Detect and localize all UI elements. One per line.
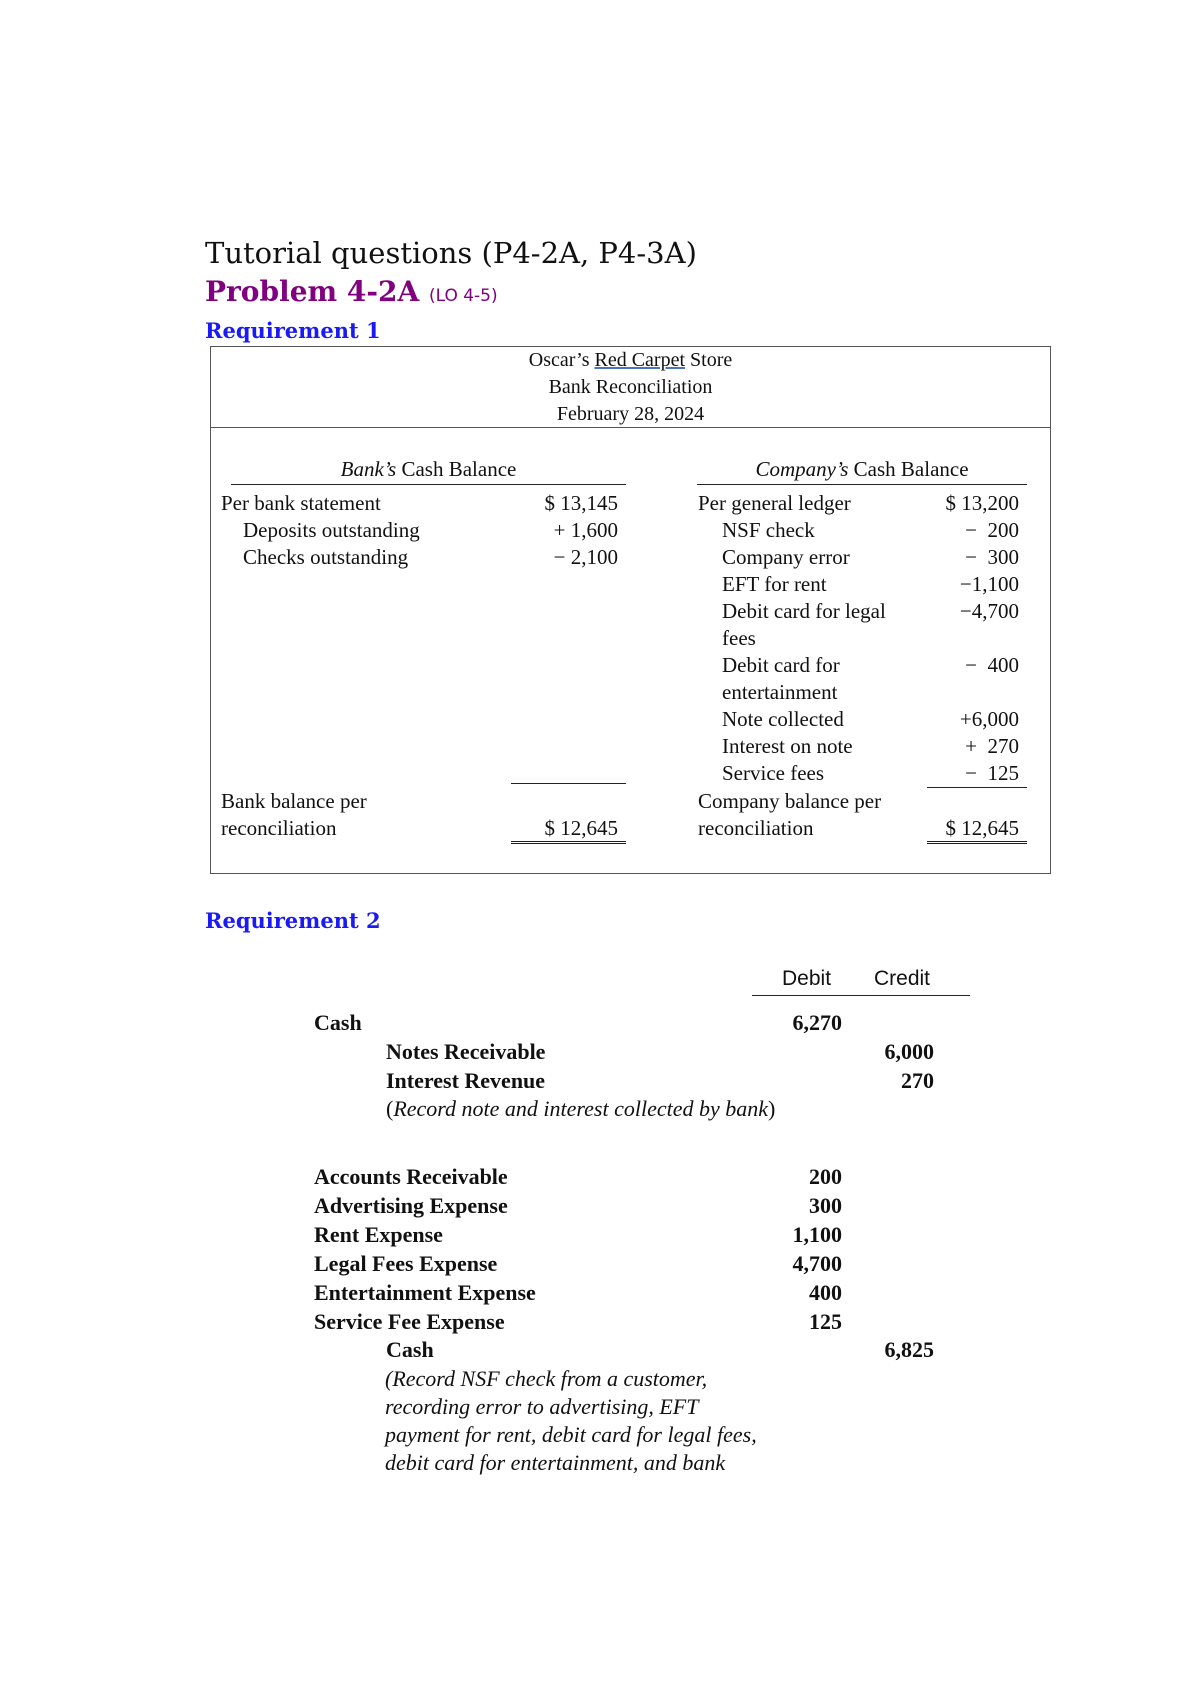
company-row-value: $ 13,200 [945, 491, 1019, 515]
entry2-credit-account-text: Cash [386, 1337, 434, 1362]
entry1-credit1-account-text: Notes Receivable [386, 1039, 546, 1064]
entry2-credit-amount-text: 6,825 [884, 1337, 934, 1362]
requirement-1-heading: Requirement 1 [205, 318, 381, 343]
credit-header: Credit [874, 967, 931, 990]
entry2-memo-line: debit card for entertainment, and bank [385, 1450, 726, 1475]
entry2-credit-amount [850, 1337, 934, 1363]
entry2-memo-line: recording error to advertising, EFT [385, 1394, 699, 1419]
entry2-debit-amount-text: 125 [809, 1309, 842, 1334]
company-row-label: Per general ledger [698, 491, 851, 515]
bank-total-label-2: reconciliation [221, 816, 337, 840]
bank-header-rest: Cash Balance [396, 457, 517, 481]
entry2-memo-line: (Record NSF check from a customer, [385, 1366, 708, 1391]
company-row-label: Service fees [722, 761, 825, 785]
bank-sum-line [511, 783, 626, 784]
company-row-label: Note collected [722, 707, 844, 731]
entry1-credit1-account [386, 1039, 545, 1065]
company-row-value: +6,000 [959, 707, 1019, 731]
entry1-credit2-account [386, 1068, 545, 1094]
company-row-label: fees [722, 626, 756, 650]
entry1-debit-amount-text: 6,270 [792, 1010, 842, 1035]
entry2-debit-amount [750, 1164, 842, 1190]
bank-total-label-1: Bank balance per [221, 789, 367, 813]
entry2-debit-account [314, 1280, 536, 1306]
entry1-memo-text: Record note and interest collected by bank [393, 1096, 769, 1121]
company-name-prefix: Oscar’s [528, 349, 595, 371]
bank-row-value: − 2,100 [553, 545, 618, 569]
entry1-debit-account-text: Cash [314, 1010, 362, 1035]
entry2-debit-amount-text: 300 [809, 1193, 842, 1218]
debit-header: Debit [782, 967, 832, 990]
bank-total-value [511, 816, 626, 844]
entry2-credit-account [386, 1337, 434, 1363]
company-total-label-2: reconciliation [698, 816, 814, 840]
entry2-debit-account [314, 1251, 497, 1277]
bank-total-amount: $ 12,645 [544, 816, 618, 840]
entry1-debit-account [314, 1010, 362, 1036]
entry2-debit-account-text: Entertainment Expense [314, 1280, 536, 1305]
entry1-credit2-account-text: Interest Revenue [386, 1068, 546, 1093]
bank-reconciliation [210, 346, 1051, 874]
entry2-debit-account-text: Service Fee Expense [314, 1309, 505, 1334]
company-row-label: NSF check [722, 518, 815, 542]
entry1-credit2-amount-text: 270 [901, 1068, 934, 1093]
bank-row-label: Deposits outstanding [243, 518, 420, 542]
company-row-label: EFT for rent [722, 572, 827, 596]
entry2-debit-amount [750, 1251, 842, 1277]
company-row-value: −4,700 [959, 599, 1019, 623]
company-name [211, 349, 1050, 372]
entry1-memo: (Record note and interest collected by bank) [386, 1096, 776, 1121]
entry2-debit-account-text: Legal Fees Expense [314, 1251, 498, 1276]
company-row-value: + 270 [965, 734, 1019, 758]
company-row-label: Debit card for [722, 653, 840, 677]
report-date: February 28, 2024 [556, 403, 705, 425]
entry2-debit-amount-text: 1,100 [792, 1222, 842, 1247]
entry2-debit-amount [750, 1222, 842, 1248]
entry2-debit-amount [750, 1309, 842, 1335]
entry2-debit-amount [750, 1280, 842, 1306]
company-column-header [697, 457, 1027, 485]
reconciliation-header [211, 347, 1050, 428]
entry2-debit-account [314, 1164, 508, 1190]
bank-column-header [231, 457, 626, 485]
company-sum-line [927, 787, 1027, 788]
company-total-value [927, 816, 1027, 844]
company-header-italic: Company’s [755, 457, 849, 481]
company-name-suffix: Store [685, 349, 733, 371]
entry1-credit1-amount [850, 1039, 934, 1065]
learning-objective: (LO 4-5) [428, 286, 498, 306]
company-row-value: − 300 [965, 545, 1019, 569]
company-row-value: −1,100 [959, 572, 1019, 596]
report-title: Bank Reconciliation [548, 376, 713, 398]
entry2-memo-line: payment for rent, debit card for legal fees, [385, 1422, 757, 1447]
entry2-debit-amount-text: 4,700 [792, 1251, 842, 1276]
company-row-value: − 400 [965, 653, 1019, 677]
company-row-label: Interest on note [722, 734, 853, 758]
entry2-debit-amount-text: 200 [809, 1164, 842, 1189]
bank-row-label: Checks outstanding [243, 545, 409, 569]
entry2-debit-amount [750, 1193, 842, 1219]
bank-row-value: $ 13,145 [544, 491, 618, 515]
requirement-2-heading: Requirement 2 [205, 908, 381, 933]
page-title: Tutorial questions (P4-2A, P4-3A) [205, 236, 697, 270]
entry1-credit2-amount [850, 1068, 934, 1094]
company-row-value: − 125 [965, 761, 1019, 785]
company-row-label: Debit card for legal [722, 599, 886, 623]
entry2-debit-account-text: Rent Expense [314, 1222, 443, 1247]
bank-row-value: + 1,600 [553, 518, 618, 542]
entry2-debit-account-text: Accounts Receivable [314, 1164, 508, 1189]
bank-header-italic: Bank’s [340, 457, 397, 481]
company-header-rest: Cash Balance [848, 457, 969, 481]
entry2-debit-account [314, 1193, 508, 1219]
company-row-label: Company error [722, 545, 850, 569]
problem-title [205, 275, 498, 308]
company-row-label: entertainment [722, 680, 838, 704]
entry2-debit-account [314, 1222, 443, 1248]
entry2-debit-amount-text: 400 [809, 1280, 842, 1305]
problem-number: Problem 4-2A [205, 275, 420, 308]
entry2-debit-account [314, 1309, 505, 1335]
company-total-label-1: Company balance per [698, 789, 882, 813]
entry1-debit-amount [750, 1010, 842, 1036]
entry2-debit-account-text: Advertising Expense [314, 1193, 508, 1218]
entry1-credit1-amount-text: 6,000 [884, 1039, 934, 1064]
company-name-underlined: Red Carpet [594, 349, 686, 371]
company-total-amount: $ 12,645 [945, 816, 1019, 840]
bank-row-label: Per bank statement [221, 491, 381, 515]
journal-column-headers [752, 967, 970, 996]
company-row-value: − 200 [965, 518, 1019, 542]
